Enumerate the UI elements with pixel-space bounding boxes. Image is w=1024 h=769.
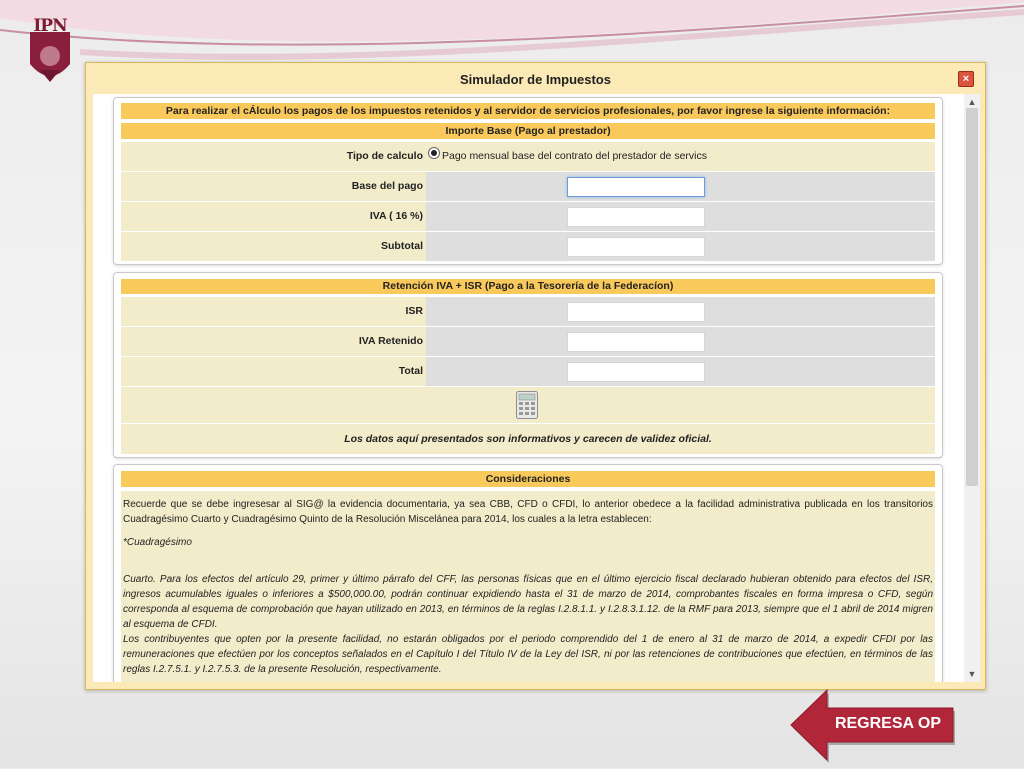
iva-row [121,201,935,231]
calculate-row [121,386,935,423]
ipn-logo [22,14,78,88]
consideraciones-header: Consideraciones [121,471,935,487]
tipo-calculo-row [121,141,935,171]
consideraciones-heading: *Cuadragésimo [123,537,192,548]
tax-simulator-window [85,62,986,690]
intro-text: Para realizar el cÁlculo los pagos de los impuestos retenidos y al servidor de servicios profesionales, por favor ingrese la siguiente información: [121,103,935,119]
subtotal-row [121,231,935,261]
scroll-down-icon[interactable]: ▼ [967,669,977,679]
importe-base-header: Importe Base (Pago al prestador) [121,123,935,139]
scroll-up-icon[interactable]: ▲ [967,97,977,107]
tipo-calculo-label: Tipo de calculo [346,150,423,162]
iva-retenido-row [121,326,935,356]
disclaimer-text: Los datos aquí presentados son informativos y carecen de validez oficial. [121,423,935,454]
iva-cell [426,202,935,231]
isr-input[interactable] [567,302,705,322]
calculator-icon[interactable] [516,391,538,419]
regresa-op-label: REGRESA OP [834,715,942,732]
subtotal-input[interactable] [567,237,705,257]
subtotal-cell [426,232,935,261]
consideraciones-body [121,491,935,682]
base-pago-row [121,171,935,201]
isr-label: ISR [405,305,423,317]
base-pago-input[interactable] [567,177,705,197]
iva-input[interactable] [567,207,705,227]
consideraciones-paragraph: Recuerde que se debe ingresesar al SIG@ la evidencia documentaria, ya sea CBB, CFD o CFDI, lo anterior obedece a la facilidad administrativa publicada en los transitorios Cuadragésimo Cuarto y Cuadragésimo Quinto de la Resolución Miscelánea para 2014, los cuales a la letra establecen: [123,499,933,525]
subtotal-label: Subtotal [381,240,423,252]
iva-retenido-label: IVA Retenido [358,335,423,347]
iva-label: IVA ( 16 %) [369,210,423,222]
tipo-calculo-option[interactable] [428,142,707,171]
consideraciones-paragraph: Cuarto. Para los efectos del artículo 29, primer y último párrafo del CFF, las personas físicas que en el último ejercicio fiscal declarado hubieran obtenido para efectos del ISR, ingresos acumulables iguales o inferiores a $500,000.00, podrán continuar expidiendo hasta el 31 de marzo de 2014, comprobantes fiscales en forma impresa o CFD, según corresponda al esquema de comprobación que hayan utilizado en 2013, en términos de la reglas I.2.8.1.1. y I.2.8.3.1.12. de la RMF para 2013, siempre que el 1 abril de 2014 migren al esquema de CFDI. [123,574,933,630]
vertical-scrollbar[interactable] [964,94,980,682]
total-row [121,356,935,386]
total-cell [426,357,935,386]
isr-cell [426,297,935,326]
regresa-op-button[interactable] [787,686,957,764]
total-input[interactable] [567,362,705,382]
header-swoosh [0,0,1024,70]
close-button[interactable]: × [958,71,974,87]
total-label: Total [398,365,423,377]
iva-retenido-input[interactable] [567,332,705,352]
window-content [93,94,980,682]
window-title: Simulador de Impuestos [460,72,611,87]
consideraciones-paragraph: Los contribuyentes que opten por la presente facilidad, no estarán obligados por el periodo comprendido del 1 de enero al 31 de marzo de 2014, a expedir CFDI por las remuneraciones que efectúen por los conceptos señalados en el Capítulo I del Título IV de la Ley del ISR, ni por las retenciones de contribuciones que efectúen, en términos de las reglas I.2.7.5.1. y I.2.7.5.3. de la presente Resolución, respectivamente. [123,634,933,675]
importe-base-panel [113,97,943,265]
window-titlebar [86,63,985,93]
retencion-header: Retención IVA + ISR (Pago a la Tesorería de la Federacíon) [121,279,935,294]
consideraciones-panel [113,464,943,682]
retencion-panel [113,272,943,458]
radio-selected-icon[interactable] [428,147,440,159]
isr-row [121,296,935,326]
tipo-calculo-option-label: Pago mensual base del contrato del prestador de servics [442,150,707,162]
base-pago-label: Base del pago [351,180,423,192]
logo-text: IPN [33,16,67,36]
iva-retenido-cell [426,327,935,356]
scroll-thumb[interactable] [966,108,978,486]
base-pago-cell [426,172,935,201]
